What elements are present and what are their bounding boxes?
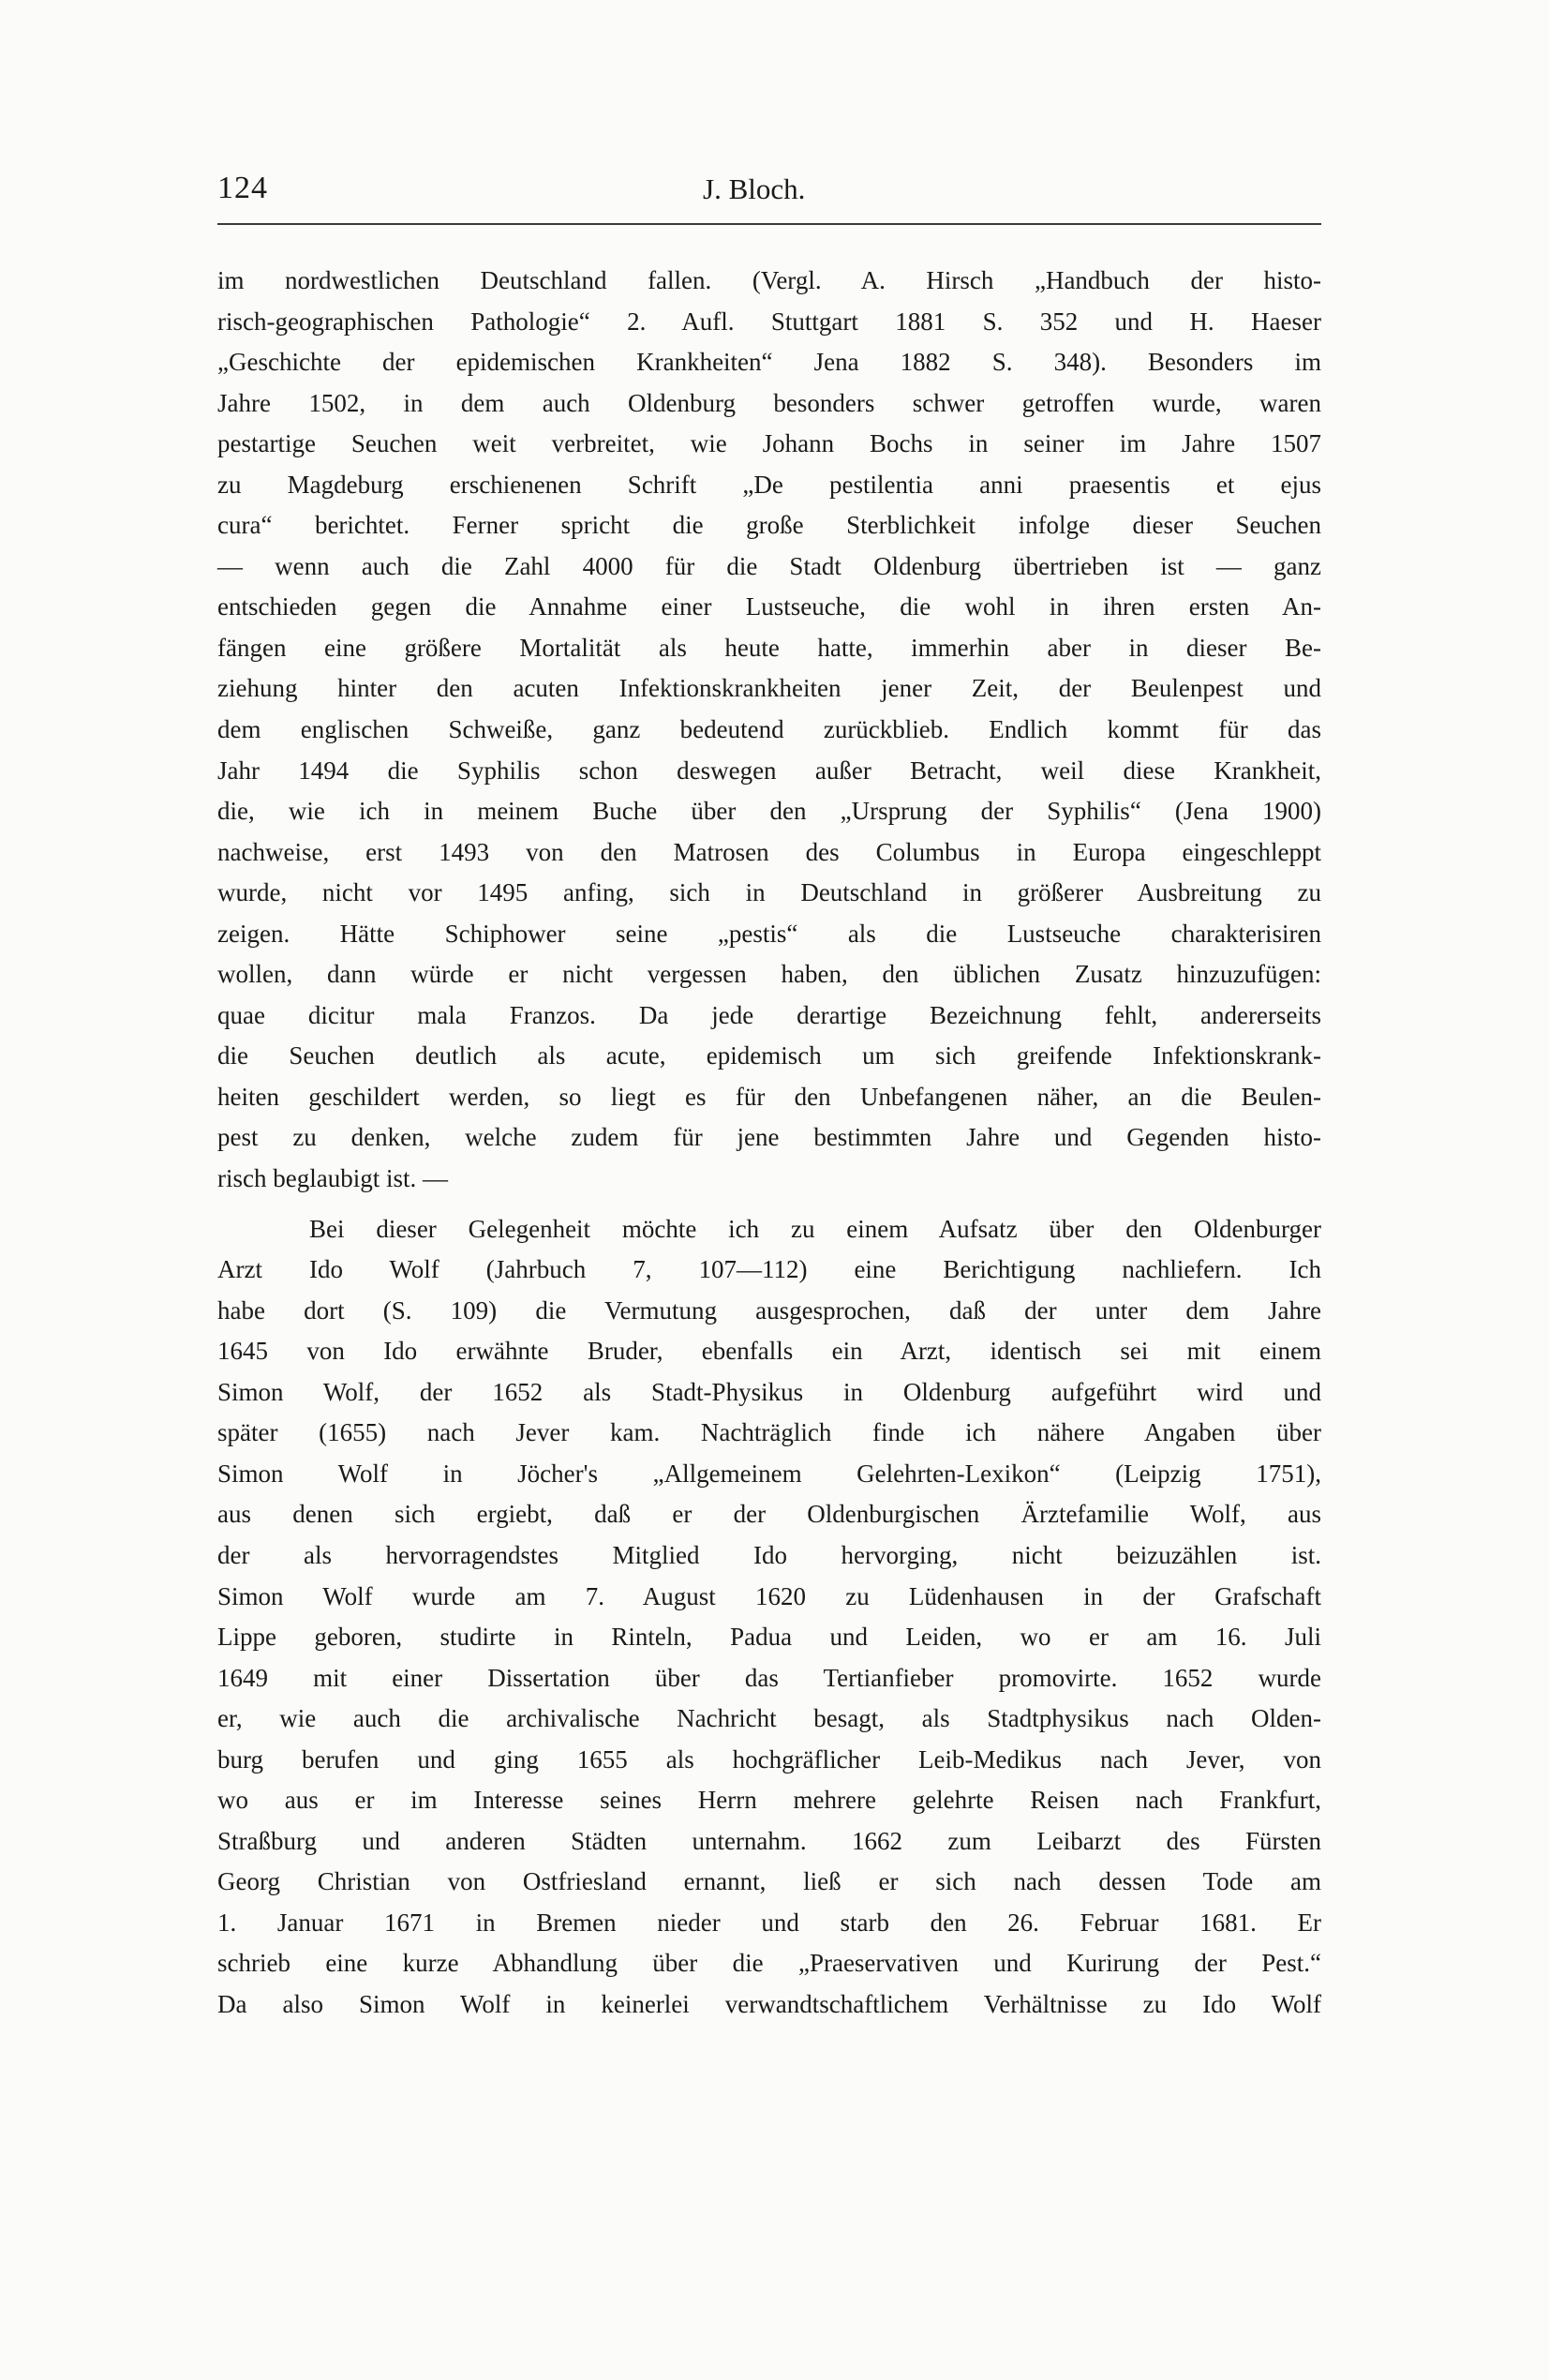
- text-line: Bei dieser Gelegenheit möchte ich zu einem Aufsatz über den Oldenburger: [309, 1214, 1321, 1243]
- text-line: quae dicitur mala Franzos. Da jede derartige Bezeichnung fehlt, andererseits: [217, 1000, 1321, 1029]
- text-line: Da also Simon Wolf in keinerlei verwandtschaftlichem Verhältnisse zu Ido Wolf: [217, 1989, 1321, 2018]
- text-line: Georg Christian von Ostfriesland ernannt, ließ er sich nach dessen Tode am: [217, 1867, 1321, 1896]
- text-line: später (1655) nach Jever kam. Nachträglich finde ich nähere Angaben über: [217, 1418, 1321, 1447]
- text-line: Jahre 1502, in dem auch Oldenburg besonders schwer getroffen wurde, waren: [217, 388, 1321, 417]
- text-line: pestartige Seuchen weit verbreitet, wie Johann Bochs in seiner im Jahre 1507: [217, 429, 1321, 458]
- text-line: risch-geographischen Pathologie“ 2. Aufl. Stuttgart 1881 S. 352 und H. Haeser: [217, 307, 1321, 336]
- paragraph-2: [217, 1209, 1321, 2026]
- text-line: fängen eine größere Mortalität als heute hatte, immerhin aber in dieser Be-: [217, 633, 1321, 662]
- paragraph-1: [217, 261, 1321, 1200]
- text-line: im nordwestlichen Deutschland fallen. (Vergl. A. Hirsch „Handbuch der histo-: [217, 266, 1321, 294]
- text-line: Arzt Ido Wolf (Jahrbuch 7, 107—112) eine Berichtigung nachliefern. Ich: [217, 1255, 1321, 1284]
- text-line: Straßburg und anderen Städten unternahm. 1662 zum Leibarzt des Fürsten: [217, 1826, 1321, 1855]
- text-line: zu Magdeburg erschienenen Schrift „De pestilentia anni praesentis et ejus: [217, 470, 1321, 499]
- text-line: schrieb eine kurze Abhandlung über die „Praeservativen und Kurirung der Pest.“: [217, 1949, 1321, 1978]
- page-number: 124: [217, 171, 268, 205]
- text-line: zeigen. Hätte Schiphower seine „pestis“ als die Lustseuche charakterisiren: [217, 919, 1321, 948]
- text-line: wollen, dann würde er nicht vergessen haben, den üblichen Zusatz hinzuzufügen:: [217, 960, 1321, 989]
- text-line: „Geschichte der epidemischen Krankheiten“ Jena 1882 S. 348). Besonders im: [217, 348, 1321, 377]
- running-head: J. Bloch.: [703, 172, 806, 205]
- body-text: [217, 261, 1321, 2026]
- text-line: — wenn auch die Zahl 4000 für die Stadt Oldenburg übertrieben ist — ganz: [217, 551, 1321, 580]
- text-line: Simon Wolf in Jöcher's „Allgemeinem Gelehrten-Lexikon“ (Leipzig 1751),: [217, 1459, 1321, 1488]
- page-header: [217, 171, 1321, 217]
- text-line: die Seuchen deutlich als acute, epidemisch um sich greifende Infektionskrank-: [217, 1041, 1321, 1070]
- text-line: heiten geschildert werden, so liegt es für den Unbefangenen näher, an die Beulen-: [217, 1082, 1321, 1111]
- text-line: pest zu denken, welche zudem für jene bestimmten Jahre und Gegenden histo-: [217, 1123, 1321, 1152]
- text-line: ziehung hinter den acuten Infektionskrankheiten jener Zeit, der Beulenpest und: [217, 674, 1321, 703]
- text-line: 1. Januar 1671 in Bremen nieder und starb den 26. Februar 1681. Er: [217, 1908, 1321, 1937]
- header-rule: [217, 223, 1321, 225]
- text-line: entschieden gegen die Annahme einer Lustseuche, die wohl in ihren ersten An-: [217, 592, 1321, 621]
- text-line: cura“ berichtet. Ferner spricht die große Sterblichkeit infolge dieser Seuchen: [217, 511, 1321, 540]
- text-line: nachweise, erst 1493 von den Matrosen des Columbus in Europa eingeschleppt: [217, 837, 1321, 866]
- text-line: Jahr 1494 die Syphilis schon deswegen außer Betracht, weil diese Krankheit,: [217, 756, 1321, 785]
- text-line: aus denen sich ergiebt, daß er der Oldenburgischen Ärztefamilie Wolf, aus: [217, 1500, 1321, 1529]
- text-line: der als hervorragendstes Mitglied Ido hervorging, nicht beizuzählen ist.: [217, 1540, 1321, 1569]
- text-line: er, wie auch die archivalische Nachricht besagt, als Stadtphysikus nach Olden-: [217, 1704, 1321, 1733]
- text-line: wo aus er im Interesse seines Herrn mehrere gelehrte Reisen nach Frankfurt,: [217, 1786, 1321, 1815]
- text-line: Lippe geboren, studirte in Rinteln, Padua und Leiden, wo er am 16. Juli: [217, 1623, 1321, 1652]
- text-line: 1649 mit einer Dissertation über das Tertianfieber promovirte. 1652 wurde: [217, 1663, 1321, 1692]
- text-line: wurde, nicht vor 1495 anfing, sich in Deutschland in größerer Ausbreitung zu: [217, 878, 1321, 907]
- text-line: Simon Wolf wurde am 7. August 1620 zu Lüdenhausen in der Grafschaft: [217, 1581, 1321, 1610]
- text-line: risch beglaubigt ist. —: [217, 1164, 448, 1193]
- text-line: 1645 von Ido erwähnte Bruder, ebenfalls ein Arzt, identisch sei mit einem: [217, 1337, 1321, 1366]
- text-line: burg berufen und ging 1655 als hochgräflicher Leib-Medikus nach Jever, von: [217, 1744, 1321, 1774]
- text-line: Simon Wolf, der 1652 als Stadt-Physikus in Oldenburg aufgeführt wird und: [217, 1377, 1321, 1406]
- text-line: die, wie ich in meinem Buche über den „Ursprung der Syphilis“ (Jena 1900): [217, 797, 1321, 826]
- text-line: habe dort (S. 109) die Vermutung ausgesprochen, daß der unter dem Jahre: [217, 1295, 1321, 1325]
- text-line: dem englischen Schweiße, ganz bedeutend zurückblieb. Endlich kommt für das: [217, 715, 1321, 744]
